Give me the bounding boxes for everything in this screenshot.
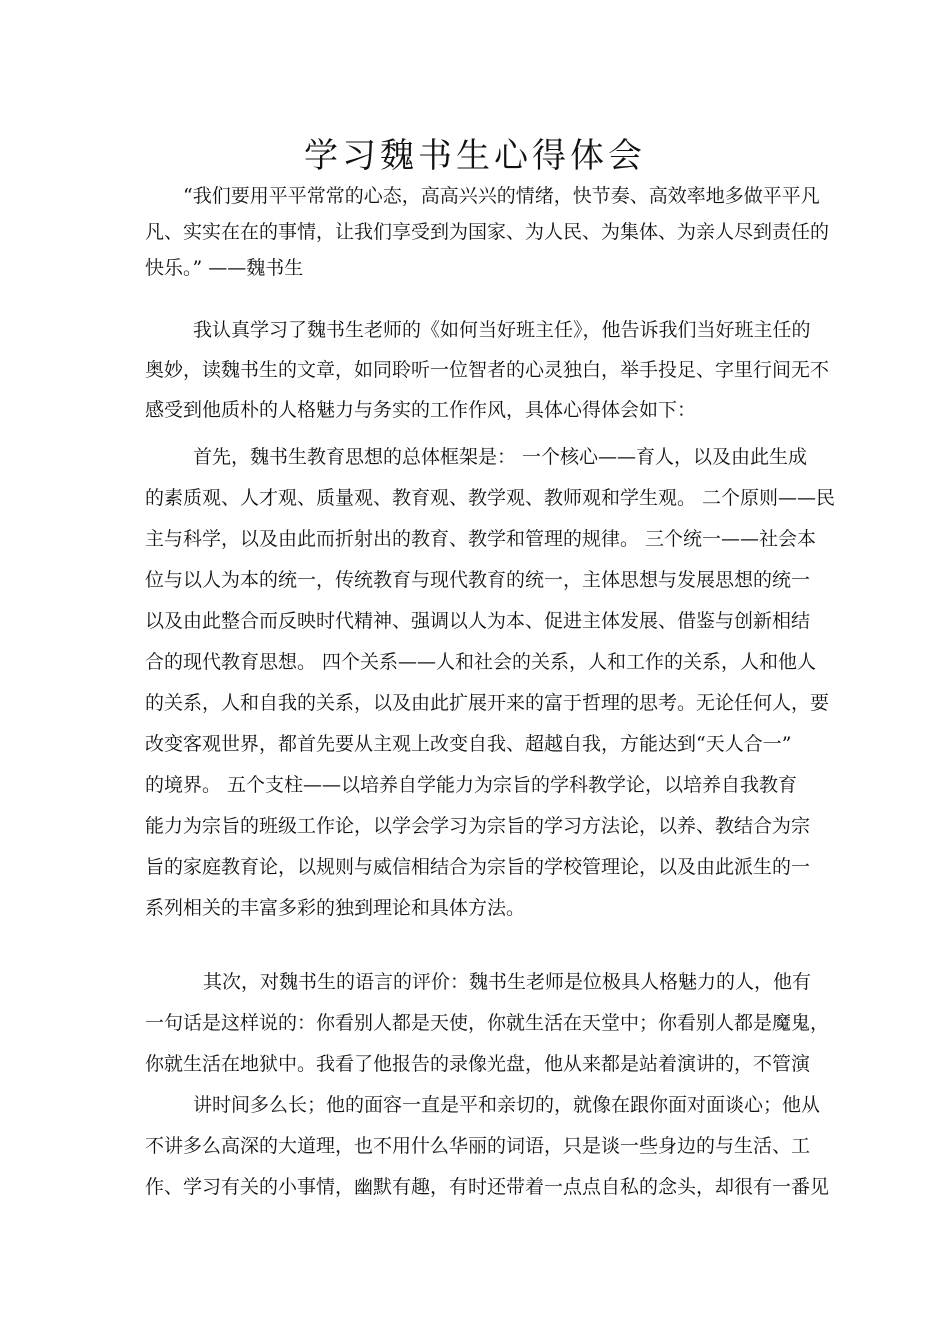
paragraph-line: 的关系，人和自我的关系，以及由此扩展开来的富于哲理的思考。无论任何人，要 [145, 692, 830, 714]
paragraph-line: 改变客观世界，都首先要从主观上改变自我、超越自我，方能达到“天人合一” [145, 733, 792, 755]
paragraph-line: 感受到他质朴的人格魅力与务实的工作作风，具体心得体会如下： [145, 399, 697, 421]
paragraph-line: 奥妙，读魏书生的文章，如同聆听一位智者的心灵独白，举手投足、字里行间无不 [145, 359, 830, 381]
document-title: 学习魏书生心得体会 [304, 136, 646, 176]
paragraph-line: 合的现代教育思想。 四个关系——人和社会的关系，人和工作的关系，人和他人 [145, 651, 817, 673]
quote-line: 凡、实实在在的事情，让我们享受到为国家、为人民、为集体、为亲人尽到责任的 [145, 221, 830, 243]
paragraph-line: 系列相关的丰富多彩的独到理论和具体方法。 [145, 897, 526, 919]
quote-line: “我们要用平平常常的心态，高高兴兴的情绪，快节奏、高效率地多做平平凡 [183, 185, 820, 207]
paragraph-line: 旨的家庭教育论，以规则与威信相结合为宗旨的学校管理论，以及由此派生的一 [145, 856, 811, 878]
paragraph-line: 作、学习有关的小事情，幽默有趣，有时还带着一点点自私的念头，却很有一番见 [145, 1176, 830, 1198]
paragraph-line: 我认真学习了魏书生老师的《如何当好班主任》，他告诉我们当好班主任的 [193, 319, 811, 341]
paragraph-line: 主与科学，以及由此而折射出的教育、教学和管理的规律。 三个统一——社会本 [145, 528, 817, 550]
paragraph-line: 你就生活在地狱中。我看了他报告的录像光盘，他从来都是站着演讲的，不管演 [145, 1053, 811, 1075]
paragraph-language-evaluation [145, 962, 830, 1208]
paragraph-line: 的境界。 五个支柱——以培养自学能力为宗旨的学科教学论，以培养自我教育 [145, 774, 798, 796]
paragraph-line: 以及由此整合而反映时代精神、强调以人为本、促进主体发展、借鉴与创新相结 [145, 610, 811, 632]
paragraph-line: 一句话是这样说的：你看别人都是天使，你就生活在天堂中；你看别人都是魔鬼， [145, 1012, 830, 1034]
paragraph-framework [145, 437, 836, 929]
paragraph-line: 首先，魏书生教育思想的总体框架是： 一个核心——育人，以及由此生成 [193, 446, 808, 468]
paragraph-line: 位与以人为本的统一，传统教育与现代教育的统一，主体思想与发展思想的统一 [145, 569, 811, 591]
paragraph-line: 其次，对魏书生的语言的评价：魏书生老师是位极具人格魅力的人，他有 [203, 971, 812, 993]
paragraph-intro [145, 310, 830, 430]
paragraph-line: 能力为宗旨的班级工作论，以学会学习为宗旨的学习方法论，以养、教结合为宗 [145, 815, 811, 837]
paragraph-line: 讲时间多么长；他的面容一直是平和亲切的，就像在跟你面对面谈心；他从 [193, 1094, 821, 1116]
quote-line: 快乐。” ——魏书生 [145, 257, 304, 279]
opening-quote [145, 178, 830, 286]
paragraph-line: 不讲多么高深的大道理，也不用什么华丽的词语，只是谈一些身边的与生活、工 [145, 1135, 811, 1157]
paragraph-line: 的素质观、人才观、质量观、教育观、教学观、教师观和学生观。 二个原则——民 [145, 487, 836, 509]
